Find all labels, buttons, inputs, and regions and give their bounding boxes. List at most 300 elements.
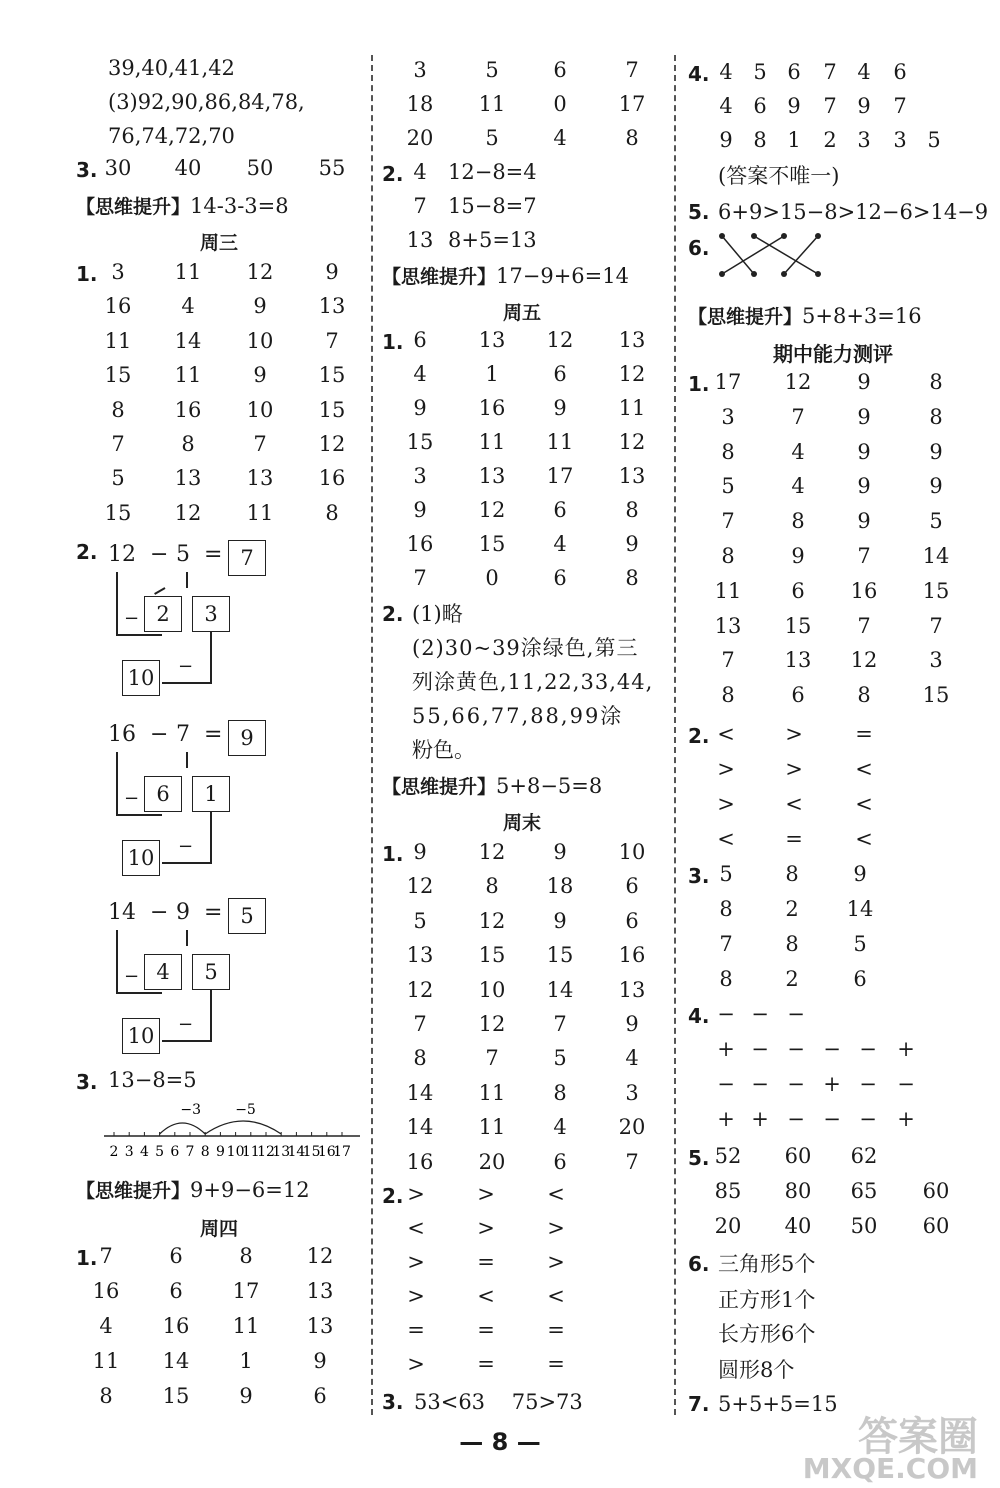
- answer-cell: >: [407, 1182, 425, 1206]
- answer-cell: <: [547, 1182, 565, 1206]
- answer-cell: 11: [232, 1314, 260, 1338]
- jump-label-2: −3: [180, 1102, 202, 1118]
- answer-cell: 8: [929, 404, 943, 429]
- answer-cell: 7: [857, 544, 871, 568]
- branch-line: [186, 752, 188, 768]
- answer-cell: 15: [162, 1384, 190, 1408]
- answer-cell: 7: [413, 194, 427, 218]
- answer-cell: 12: [478, 908, 506, 933]
- thinking-expr: 17−9+6=14: [496, 264, 629, 288]
- answer-cell: 3: [893, 128, 907, 152]
- answer-cell: 7: [625, 1149, 639, 1174]
- answer-cell: 9: [857, 404, 871, 429]
- answer-cell: 8: [181, 432, 195, 456]
- answer-cell: 7: [929, 613, 943, 638]
- answer-cell: 12: [784, 370, 812, 394]
- answer-cell: 4: [99, 1314, 113, 1338]
- answer-cell: 15: [784, 613, 812, 638]
- answer-cell: 4: [719, 94, 733, 118]
- split-box-1: 6: [144, 776, 182, 812]
- answer-cell: 17: [618, 92, 646, 116]
- bracket-line: [116, 992, 162, 994]
- thinking-expr: 5+8+3=16: [802, 304, 922, 328]
- answer-cell: 15: [478, 532, 506, 556]
- answer-cell: >: [547, 1216, 565, 1240]
- answer-cell: 60: [922, 1214, 950, 1238]
- tick-label: 11: [241, 1144, 260, 1160]
- answer-cell: −: [859, 1107, 877, 1131]
- branch-line: [186, 572, 188, 588]
- answer-cell: 4: [413, 160, 427, 184]
- answer-cell: <: [855, 827, 873, 851]
- answer-cell: 14: [846, 897, 874, 921]
- subtrahend: 7: [176, 722, 190, 747]
- bracket-line: [210, 632, 212, 682]
- answer-cell: 9: [857, 509, 871, 534]
- answer-cell: −: [787, 1072, 805, 1096]
- answer-cell: 13: [246, 466, 274, 491]
- answer-cell: 9: [239, 1384, 253, 1408]
- answer-cell: 7: [253, 432, 267, 456]
- answer-cell: 20: [406, 126, 434, 150]
- answer-cell: 5: [413, 908, 427, 933]
- equals-sign: =: [204, 722, 223, 747]
- tick-label: 15: [302, 1144, 321, 1160]
- answer-cell: 7: [485, 1046, 499, 1071]
- thinking-label: 【思维提升】: [382, 776, 497, 798]
- answer-cell: 16: [318, 466, 346, 491]
- answer-cell: 40: [784, 1214, 812, 1238]
- answer-cell: 6: [893, 60, 907, 84]
- thinking-expr: 5+8−5=8: [496, 774, 603, 798]
- decomposition-diagram: [106, 718, 286, 888]
- answer-cell: <: [547, 1284, 565, 1308]
- thinking-label: 【思维提升】: [382, 266, 497, 288]
- answer-cell: 13: [318, 294, 346, 319]
- question-number: 2.: [382, 1184, 404, 1208]
- answer-cell: 50: [246, 156, 274, 180]
- answer-cell: 20: [714, 1214, 742, 1238]
- minus-sign: −: [178, 656, 194, 677]
- answer-cell: 9: [413, 396, 427, 420]
- answer-cell: 8: [625, 126, 639, 150]
- answer-cell: 9: [929, 474, 943, 499]
- minuend: 14: [108, 900, 136, 925]
- answer-cell: 8: [625, 498, 639, 522]
- answer-cell: 12: [618, 362, 646, 386]
- text-line: (2)30~39涂绿色,第三: [412, 636, 639, 660]
- question-number: 2.: [382, 162, 404, 186]
- answer-cell: 60: [784, 1144, 812, 1168]
- answer-cell: 7: [721, 509, 735, 534]
- answer-cell: 6: [553, 362, 567, 386]
- answer-cell: 12: [850, 648, 878, 673]
- answer-cell: 15: [406, 430, 434, 454]
- text-line: 粉色。: [412, 738, 475, 762]
- tick-label: 7: [185, 1144, 195, 1160]
- match-line: [754, 236, 818, 274]
- answer-cell: <: [717, 827, 735, 851]
- answer-cell: 6: [791, 578, 805, 603]
- text-line: 76,74,72,70: [108, 124, 235, 148]
- question-number: 4.: [688, 62, 710, 86]
- answer-cell: 16: [104, 294, 132, 319]
- answer-cell: 11: [92, 1349, 120, 1373]
- thinking-boost: [76, 1176, 310, 1203]
- answer-cell: +: [897, 1037, 915, 1061]
- answer-cell: 8: [485, 874, 499, 899]
- answer-cell: =: [547, 1318, 565, 1342]
- column-1: [76, 50, 362, 1420]
- answer-cell: <: [855, 792, 873, 816]
- answer-cell: −: [823, 1107, 841, 1131]
- tick-label: 17: [333, 1144, 351, 1160]
- answer-cell: 9: [857, 370, 871, 394]
- question-number: 3.: [76, 1070, 98, 1094]
- answer-cell: 13: [306, 1279, 334, 1303]
- text-line: 圆形8个: [718, 1358, 795, 1382]
- answer-cell: >: [717, 792, 735, 816]
- answer-cell: 12: [618, 430, 646, 454]
- thinking-boost: [76, 192, 289, 219]
- question-number: 6.: [688, 1252, 710, 1276]
- answer-cell: 16: [406, 1149, 434, 1174]
- answer-cell: 9: [413, 840, 427, 864]
- answer-cell: 8: [721, 683, 735, 708]
- question-number: 1.: [76, 262, 98, 286]
- note-text: (答案不唯一): [718, 164, 840, 188]
- answer-cell: 65: [850, 1179, 878, 1203]
- question-number: 2.: [76, 540, 98, 564]
- answer-cell: 7: [413, 1012, 427, 1036]
- question-number: 1.: [76, 1246, 98, 1270]
- answer-cell: 7: [893, 94, 907, 118]
- answer-cell: 7: [553, 1012, 567, 1036]
- bottom-box: 10: [122, 1018, 160, 1054]
- answer-cell: 5: [485, 58, 499, 82]
- bottom-box: 10: [122, 660, 160, 696]
- answer-cell: −: [859, 1037, 877, 1061]
- answer-cell: −: [717, 1072, 735, 1096]
- answer-cell: 16: [174, 397, 202, 422]
- answer-cell: 13: [618, 977, 646, 1002]
- subtrahend: 5: [176, 542, 190, 567]
- answer-cell: 10: [618, 840, 646, 864]
- minus-sign: −: [178, 1014, 194, 1035]
- answer-cell: 16: [618, 943, 646, 968]
- answer-cell: 12: [406, 977, 434, 1002]
- match-line: [784, 236, 818, 274]
- answer-cell: 7: [791, 404, 805, 429]
- answer-cell: 13: [784, 648, 812, 673]
- watermark-url: MXQE.COM: [802, 1452, 978, 1485]
- question-number: 2.: [382, 602, 404, 626]
- answer-cell: 5: [753, 60, 767, 84]
- answer-cell: 12: [318, 432, 346, 456]
- answer-cell: 7: [823, 60, 837, 84]
- answer-cell: 6: [787, 60, 801, 84]
- answer-cell: −: [751, 1037, 769, 1061]
- answer-cell: 11: [618, 396, 646, 420]
- minus-sign: −: [124, 788, 140, 809]
- answer-cell: 6: [853, 967, 867, 991]
- answer-cell: 14: [162, 1349, 190, 1373]
- answer-cell: 62: [850, 1144, 878, 1168]
- minus-sign: −: [178, 836, 194, 857]
- answer-cell: 11: [246, 500, 274, 525]
- answer-cell: 13: [478, 464, 506, 488]
- minus-sign: −: [150, 900, 169, 925]
- answer-cell: 15: [318, 397, 346, 422]
- answer-cell: 5: [719, 862, 733, 886]
- text-line: 正方形1个: [718, 1288, 816, 1312]
- thinking-boost: [688, 302, 922, 329]
- tick-label: 5: [155, 1144, 165, 1160]
- column-2: [382, 50, 662, 1420]
- tick-label: 16: [317, 1144, 336, 1160]
- answer-cell: >: [547, 1250, 565, 1274]
- answer-cell: 9: [857, 474, 871, 499]
- answer-cell: −: [717, 1002, 735, 1026]
- answer-cell: 10: [478, 977, 506, 1002]
- answer-cell: 13: [618, 328, 646, 352]
- answer-cell: 9: [625, 532, 639, 556]
- answer-cell: 60: [922, 1179, 950, 1203]
- answer-cell: <: [477, 1284, 495, 1308]
- question-number: 3.: [76, 158, 98, 182]
- decomposition-diagram: [106, 896, 286, 1066]
- bracket-line: [162, 1040, 212, 1042]
- answer-cell: 12: [246, 260, 274, 284]
- answer-cell: <: [407, 1216, 425, 1240]
- answer-cell: +: [823, 1072, 841, 1096]
- answer-cell: 12: [478, 1012, 506, 1036]
- answer-cell: 8: [721, 544, 735, 568]
- bracket-line: [210, 812, 212, 862]
- answer-cell: 7: [413, 566, 427, 590]
- answer-cell: >: [785, 757, 803, 781]
- answer-cell: 9: [791, 544, 805, 568]
- answer-cell: =: [855, 722, 873, 746]
- text-line: (3)92,90,86,84,78,: [108, 90, 305, 114]
- expression: 53<63 75>73: [414, 1390, 583, 1414]
- answer-cell: 11: [478, 1115, 506, 1140]
- answer-cell: 12: [406, 874, 434, 899]
- answer-cell: 8: [325, 500, 339, 525]
- answer-cell: 4: [857, 60, 871, 84]
- answer-cell: 8: [719, 967, 733, 991]
- answer-cell: 7: [325, 328, 339, 353]
- answer-cell: +: [897, 1107, 915, 1131]
- answer-cell: 8: [413, 1046, 427, 1071]
- column-divider: [674, 55, 676, 1415]
- answer-cell: 2: [785, 967, 799, 991]
- answer-cell: 9: [857, 439, 871, 464]
- answer-cell: 8: [553, 1080, 567, 1105]
- question-number: 2.: [688, 724, 710, 748]
- answer-cell: 11: [478, 1080, 506, 1105]
- answer-cell: 13: [174, 466, 202, 491]
- answer-cell: 15: [104, 363, 132, 388]
- answer-cell: 40: [174, 156, 202, 180]
- answer-cell: 13: [306, 1314, 334, 1338]
- answer-cell: <: [785, 792, 803, 816]
- answer-cell: 5: [485, 126, 499, 150]
- question-number: 5.: [688, 200, 710, 224]
- answer-cell: 0: [553, 92, 567, 116]
- answer-cell: 17: [232, 1279, 260, 1303]
- answer-cell: =: [477, 1250, 495, 1274]
- question-number: 1.: [688, 372, 710, 396]
- section-heading: 期中能力测评: [773, 342, 893, 366]
- answer-cell: +: [751, 1107, 769, 1131]
- answer-cell: 6: [169, 1244, 183, 1268]
- match-line: [722, 236, 754, 274]
- answer-cell: 15: [546, 943, 574, 968]
- bracket-line: [116, 814, 162, 816]
- branch-line: [186, 930, 188, 946]
- answer-cell: 16: [850, 578, 878, 603]
- expression: 5+5+5=15: [718, 1392, 838, 1416]
- bracket-line: [116, 634, 162, 636]
- answer-cell: −: [787, 1037, 805, 1061]
- answer-cell: 14: [406, 1115, 434, 1140]
- answer-cell: 7: [719, 932, 733, 956]
- answer-cell: >: [717, 757, 735, 781]
- answer-cell: 52: [714, 1144, 742, 1168]
- answer-cell: =: [477, 1318, 495, 1342]
- tick-label: 10: [226, 1144, 245, 1160]
- answer-cell: 11: [104, 328, 132, 353]
- result-box: 9: [228, 720, 266, 756]
- text-line: (1)略: [412, 602, 463, 626]
- watermark-logo: 答案圈: [858, 1414, 978, 1460]
- answer-cell: 5: [927, 128, 941, 152]
- answer-cell: 8: [785, 862, 799, 886]
- answer-cell: 9: [787, 94, 801, 118]
- jump-arc-1: [205, 1121, 281, 1134]
- answer-cell: 4: [181, 294, 195, 319]
- answer-cell: 13: [714, 613, 742, 638]
- answer-cell: 4: [791, 439, 805, 464]
- equals-sign: =: [204, 542, 223, 567]
- answer-cell: 7: [625, 58, 639, 82]
- answer-cell: 12: [478, 498, 506, 522]
- answer-cell: 6: [313, 1384, 327, 1408]
- answer-cell: 6: [625, 874, 639, 899]
- jump-arc-2: [160, 1123, 206, 1134]
- answer-cell: 17: [714, 370, 742, 394]
- answer-cell: 20: [618, 1115, 646, 1140]
- answer-cell: 3: [929, 648, 943, 673]
- answer-cell: 1: [239, 1349, 253, 1373]
- answer-cell: 9: [625, 1012, 639, 1036]
- answer-cell: 6: [553, 58, 567, 82]
- bottom-box: 10: [122, 840, 160, 876]
- answer-cell: 20: [478, 1149, 506, 1174]
- answer-cell: =: [547, 1352, 565, 1376]
- answer-cell: 8: [625, 566, 639, 590]
- answer-cell: 9: [253, 363, 267, 388]
- section-heading: 周五: [502, 302, 541, 324]
- answer-cell: 9: [253, 294, 267, 319]
- result-box: 5: [228, 898, 266, 934]
- question-number: 7.: [688, 1392, 710, 1416]
- answer-cell: 18: [546, 874, 574, 899]
- answer-cell: 7: [823, 94, 837, 118]
- answer-cell: 16: [478, 396, 506, 420]
- answer-cell: 3: [721, 404, 735, 429]
- answer-cell: 4: [553, 1115, 567, 1140]
- answer-cell: 1: [485, 362, 499, 386]
- minuend: 12: [108, 542, 136, 567]
- bracket-line: [162, 862, 212, 864]
- minus-sign: −: [150, 542, 169, 567]
- answer-cell: 11: [714, 578, 742, 603]
- number-line: [102, 1100, 364, 1166]
- question-number: 1.: [382, 330, 404, 354]
- answer-cell: 15: [478, 943, 506, 968]
- answer-cell: 4: [719, 60, 733, 84]
- answer-cell: >: [785, 722, 803, 746]
- thinking-boost: [382, 772, 602, 799]
- answer-cell: 6: [553, 498, 567, 522]
- answer-cell: 8: [721, 439, 735, 464]
- answer-cell: =: [477, 1352, 495, 1376]
- answer-cell: 8+5=13: [448, 228, 537, 252]
- split-box-1: 2: [144, 596, 182, 632]
- tick-label: 14: [287, 1144, 306, 1160]
- answer-cell: 8: [719, 897, 733, 921]
- answer-cell: 4: [413, 362, 427, 386]
- answer-cell: −: [787, 1107, 805, 1131]
- section-heading: 周三: [199, 232, 238, 254]
- answer-cell: −: [823, 1037, 841, 1061]
- answer-cell: 13: [406, 228, 434, 252]
- answer-cell: 9: [313, 1349, 327, 1373]
- answer-cell: 5: [929, 509, 943, 534]
- answer-cell: 10: [246, 328, 274, 353]
- minus-sign: −: [124, 608, 140, 629]
- answer-cell: 13: [406, 943, 434, 968]
- answer-cell: 13: [618, 464, 646, 488]
- answer-cell: 9: [325, 260, 339, 284]
- answer-cell: 6: [553, 1149, 567, 1174]
- answer-cell: 9: [719, 128, 733, 152]
- answer-cell: 15: [922, 683, 950, 708]
- answer-cell: 9: [857, 94, 871, 118]
- answer-cell: 15: [922, 578, 950, 603]
- tick-label: 12: [257, 1144, 275, 1160]
- answer-cell: 4: [791, 474, 805, 499]
- answer-cell: 12: [306, 1244, 334, 1268]
- answer-cell: <: [855, 757, 873, 781]
- answer-cell: 55: [318, 156, 346, 180]
- answer-cell: 12: [546, 328, 574, 352]
- answer-cell: 6: [753, 94, 767, 118]
- answer-cell: 11: [478, 430, 506, 454]
- minuend: 16: [108, 722, 136, 747]
- match-line: [722, 236, 784, 274]
- answer-cell: 17: [546, 464, 574, 488]
- answer-cell: 16: [406, 532, 434, 556]
- answer-cell: 8: [929, 370, 943, 394]
- split-box-2: 5: [192, 954, 230, 990]
- answer-cell: 14: [174, 328, 202, 353]
- answer-cell: 14: [922, 544, 950, 568]
- minus-sign: −: [124, 966, 140, 987]
- answer-cell: 9: [553, 908, 567, 933]
